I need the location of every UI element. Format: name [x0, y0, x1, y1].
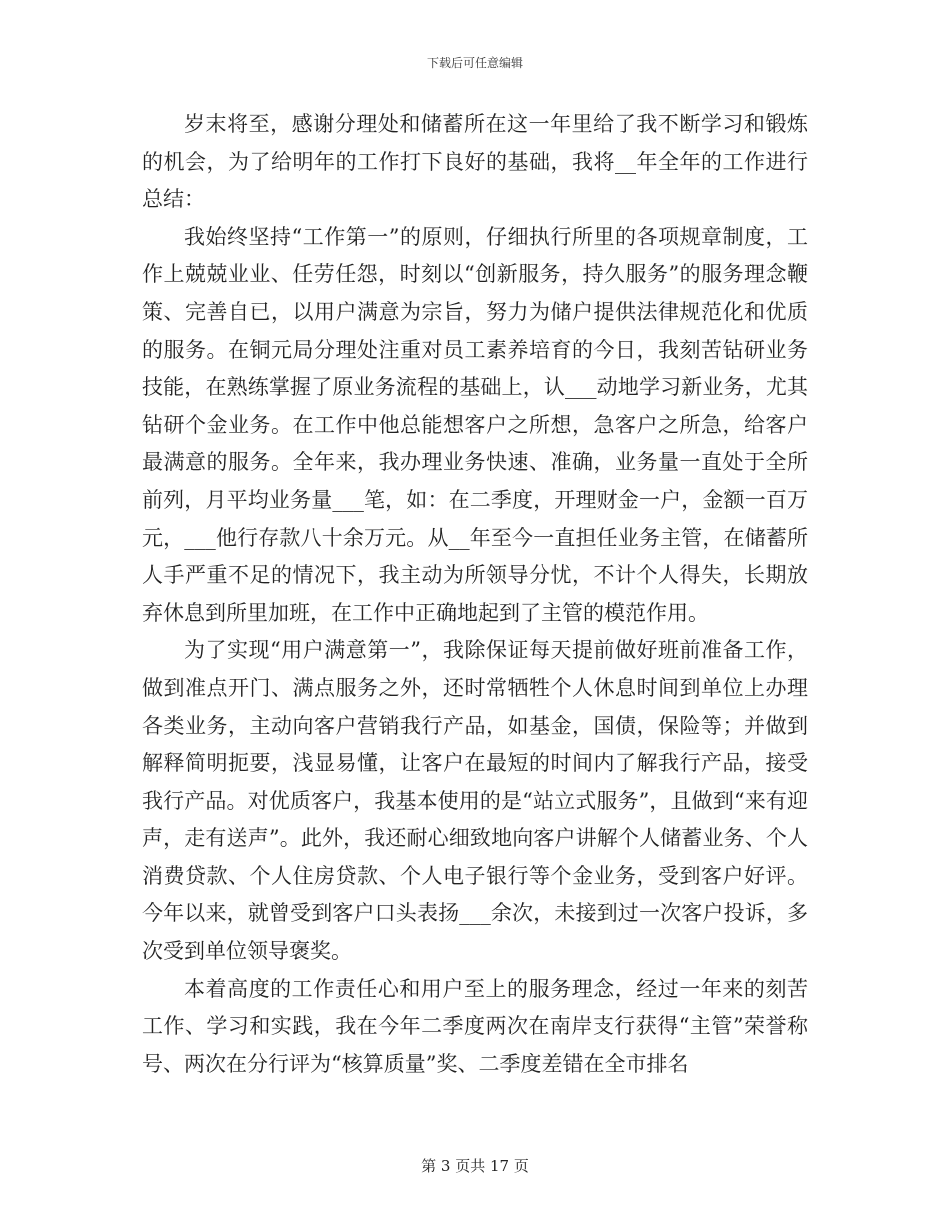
page-header: 下载后可任意编辑	[426, 56, 523, 70]
paragraph-4: 本着高度的工作责任心和用户至上的服务理念，经过一年来的刻苦工作、学习和实践，我在今年二季度两次在南岸支行获得“主管”荣誉称号、两次在分行评为“核算质量”奖、二季度差错在全市排名	[142, 976, 808, 1076]
paragraph-1: 岁末将至，感谢分理处和储蓄所在这一年里给了我不断学习和锻炼的机会，为了给明年的工作打下良好的基础，我将__年全年的工作进行总结：	[142, 112, 808, 212]
paragraph-3: 为了实现“用户满意第一”，我除保证每天提前做好班前准备工作，做到准点开门、满点服务之外，还时常牺牲个人休息时间到单位上办理各类业务，主动向客户营销我行产品，如基金，国债，保险等；并做到解释简明扼要，浅显易懂，让客户在最短的时间内了解我行产品，接受我行产品。对优质客户，我基本使用的是“站立式服务”，且做到“来有迎声，走有送声”。此外，我还耐心细致地向客户讲解个人储蓄业务、个人消费贷款、个人住房贷款、个人电子银行等个金业务，受到客户好评。今年以来，就曾受到客户口头表扬___余次，未接到过一次客户投诉，多次受到单位领导褒奖。	[142, 638, 808, 964]
document-body	[142, 106, 808, 1083]
page-number-footer: 第 3 页共 17 页	[421, 1157, 529, 1175]
paragraph-2: 我始终坚持“工作第一”的原则，仔细执行所里的各项规章制度，工作上兢兢业业、任劳任怨，时刻以“创新服务，持久服务”的服务理念鞭策、完善自已，以用户满意为宗旨，努力为储户提供法律规范化和优质的服务。在铜元局分理处注重对员工素养培育的今日，我刻苦钻研业务技能，在熟练掌握了原业务流程的基础上，认___动地学习新业务，尤其钻研个金业务。在工作中他总能想客户之所想，急客户之所急，给客户最满意的服务。全年来，我办理业务快速、准确，业务量一直处于全所前列，月平均业务量___笔，如：在二季度，开理财金一户，金额一百万元，___他行存款八十余万元。从__年至今一直担任业务主管，在储蓄所人手严重不足的情况下，我主动为所领导分忧，不计个人得失，长期放弃休息到所里加班，在工作中正确地起到了主管的模范作用。	[142, 224, 808, 625]
